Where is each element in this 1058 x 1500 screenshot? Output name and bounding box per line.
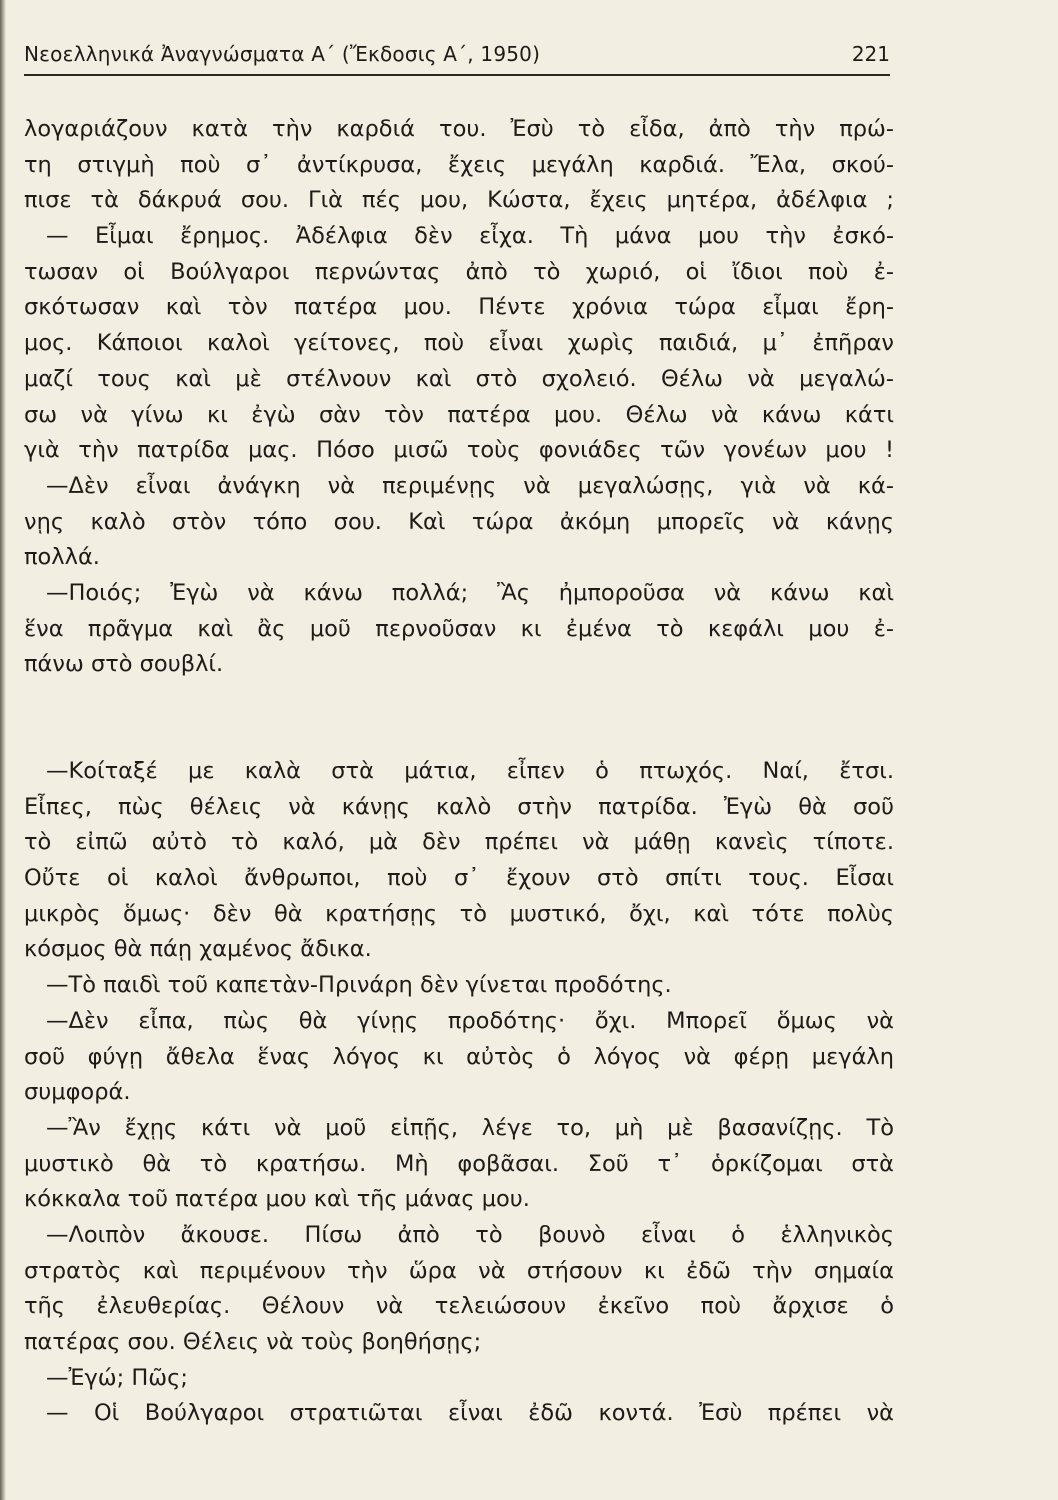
body-text <box>24 112 894 1432</box>
text-line: πισε τὰ δάκρυά σου. Γιὰ πές μου, Κώστα, ἔχεις μητέρα, ἀδέλφια ; <box>24 187 894 214</box>
text-line: τωσαν οἱ Βούλγαροι περνώντας ἀπὸ τὸ χωριό, οἱ ἴδιοι ποὺ ἐ- <box>24 258 894 285</box>
text-line: στρατὸς καὶ περιμένουν τὴν ὥρα νὰ στήσουν κι ἐδῶ τὴν σημαία <box>24 1257 894 1284</box>
text-line: —Δὲν εἶπα, πὼς θὰ γίνῃς προδότης· ὄχι. Μπορεῖ ὅμως νὰ <box>46 1007 894 1034</box>
text-line: μος. Κάποιοι καλοὶ γείτονες, ποὺ εἶναι χωρὶς παιδιά, μ᾿ ἐπῆραν <box>24 330 894 357</box>
text-line: κόκκαλα τοῦ πατέρα μου καὶ τῆς μάνας μου. <box>24 1186 530 1213</box>
text-line: πολλά. <box>24 544 100 571</box>
text-line: νῃς καλὸ στὸν τόπο σου. Καὶ τώρα ἀκόμη μπορεῖς νὰ κάνῃς <box>24 508 894 535</box>
text-line: κόσμος θὰ πάῃ χαμένος ἄδικα. <box>24 936 372 963</box>
text-line: σκότωσαν καὶ τὸν πατέρα μου. Πέντε χρόνια τώρα εἶμαι ἔρη- <box>24 294 894 321</box>
text-line: — Οἱ Βούλγαροι στρατιῶται εἶναι ἐδῶ κοντά. Ἐσὺ πρέπει νὰ <box>46 1400 894 1427</box>
text-block-2 <box>24 754 894 1432</box>
text-line: —Τὸ παιδὶ τοῦ καπετὰν-Πρινάρη δὲν γίνεται προδότης. <box>46 972 672 999</box>
text-line: μυστικὸ θὰ τὸ κρατήσω. Μὴ φοβᾶσαι. Σοῦ τ᾿ ὁρκίζομαι στὰ <box>24 1150 894 1177</box>
text-line: μικρὸς ὅμως· δὲν θὰ κρατήσῃς τὸ μυστικό, ὄχι, καὶ τότε πολὺς <box>24 900 894 927</box>
text-line: —Κοίταξέ με καλὰ στὰ μάτια, εἶπεν ὁ πτωχός. Ναί, ἔτσι. <box>46 758 894 784</box>
text-line: λογαριάζουν κατὰ τὴν καρδιά του. Ἐσὺ τὸ εἶδα, ἀπὸ τὴν πρώ- <box>24 116 894 142</box>
text-line: συμφορά. <box>24 1079 131 1106</box>
book-title: Νεοελληνικά Ἀναγνώσματα Α΄ (Ἔκδοσις Α΄, 1950) <box>24 42 541 66</box>
page-binding-edge <box>0 0 6 1500</box>
page-number: 221 <box>851 42 890 66</box>
text-line: —Δὲν εἶναι ἀνάγκη νὰ περιμένῃς νὰ μεγαλώσῃς, γιὰ νὰ κά- <box>46 472 894 499</box>
text-line: πάνω στὸ σουβλί. <box>24 651 224 678</box>
text-line: μαζί τους καὶ μὲ στέλνουν καὶ στὸ σχολειό. Θέλω νὰ μεγαλώ- <box>24 365 894 392</box>
text-line: γιὰ τὴν πατρίδα μας. Πόσο μισῶ τοὺς φονιάδες τῶν γονέων μου ! <box>24 437 894 464</box>
section-gap <box>24 683 894 754</box>
running-header <box>24 38 890 76</box>
text-line: τὸ εἰπῶ αὐτὸ τὸ καλό, μὰ δὲν πρέπει νὰ μάθῃ κανεὶς τίποτε. <box>24 829 894 856</box>
text-line: Εἶπες, πὼς θέλεις νὰ κάνῃς καλὸ στὴν πατρίδα. Ἐγὼ θὰ σοῦ <box>24 793 894 820</box>
text-line: ἕνα πρᾶγμα καὶ ἂς μοῦ περνοῦσαν κι ἐμένα τὸ κεφάλι μου ἐ- <box>24 615 894 642</box>
text-line: —Ἐγώ; Πῶς; <box>46 1364 188 1391</box>
text-line: σω νὰ γίνω κι ἐγὼ σὰν τὸν πατέρα μου. Θέλω νὰ κάνω κάτι <box>24 401 894 428</box>
text-line: —Ἂν ἔχῃς κάτι νὰ μοῦ εἰπῇς, λέγε το, μὴ μὲ βασανίζῃς. Τὸ <box>46 1114 894 1141</box>
text-line: τῆς ἐλευθερίας. Θέλουν νὰ τελειώσουν ἐκεῖνο ποὺ ἄρχισε ὁ <box>24 1293 894 1320</box>
text-line: — Εἶμαι ἔρημος. Ἀδέλφια δὲν εἶχα. Τὴ μάνα μου τὴν ἐσκό- <box>46 223 894 250</box>
text-line: πατέρας σου. Θέλεις νὰ τοὺς βοηθήσῃς; <box>24 1329 482 1355</box>
text-line: τη στιγμὴ ποὺ σ᾿ ἀντίκρυσα, ἔχεις μεγάλη καρδιά. Ἔλα, σκού- <box>24 151 894 178</box>
text-line: —Ποιός; Ἐγὼ νὰ κάνω πολλά; Ἂς ἠμποροῦσα νὰ κάνω καὶ <box>46 579 894 606</box>
text-line: Οὔτε οἱ καλοὶ ἄνθρωποι, ποὺ σ᾿ ἔχουν στὸ σπίτι τους. Εἶσαι <box>24 865 894 892</box>
text-line: —Λοιπὸν ἄκουσε. Πίσω ἀπὸ τὸ βουνὸ εἶναι ὁ ἑλληνικὸς <box>46 1221 894 1248</box>
text-block-1 <box>24 112 894 683</box>
text-line: σοῦ φύγῃ ἄθελα ἕνας λόγος κι αὐτὸς ὁ λόγος νὰ φέρῃ μεγάλη <box>24 1043 894 1070</box>
